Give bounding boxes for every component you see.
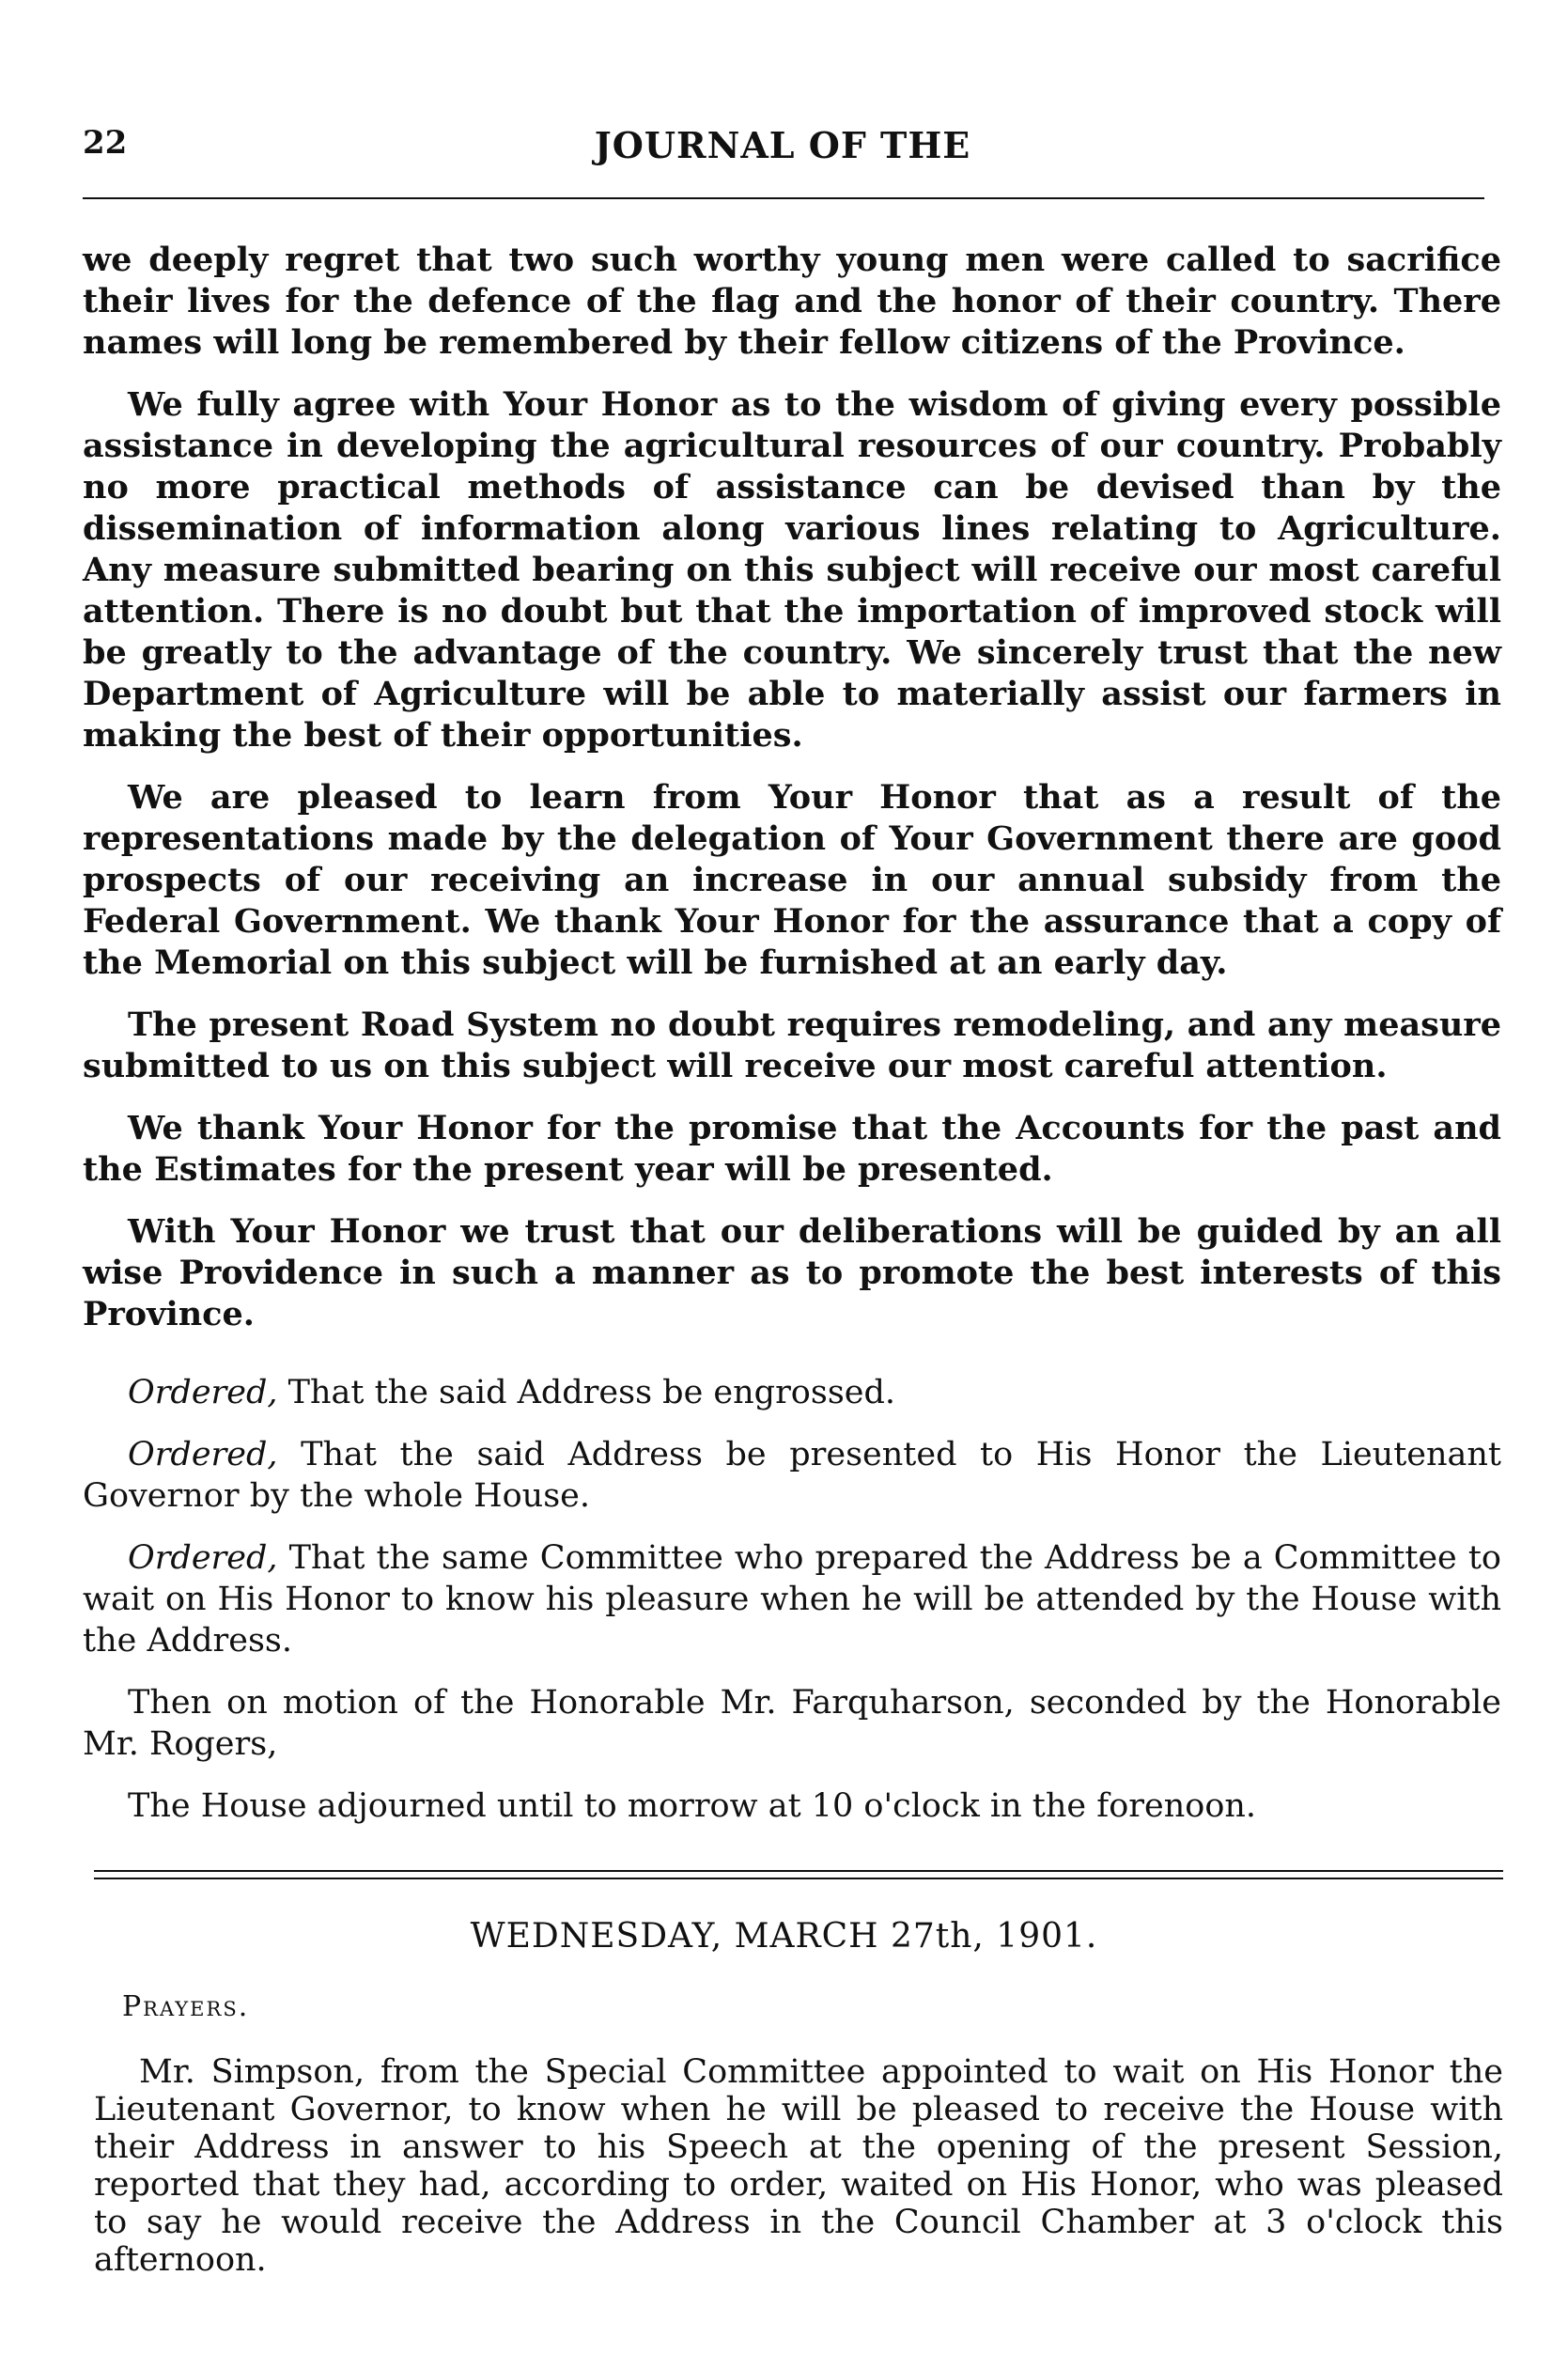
orders-section <box>83 1372 1501 1847</box>
order-label: Ordered, <box>128 1539 278 1577</box>
paragraph: We are pleased to learn from Your Honor that as a result of the representations made by the delegation of Your Government there are good prospects of our receiving an increase in our annual subsidy from the Federal Government. We thank Your Honor for the assurance that a copy of the Memorial on this subject will be furnished at an early day. <box>83 778 1501 982</box>
page-number: 22 <box>83 124 128 162</box>
paragraph: We fully agree with Your Honor as to the wisdom of giving every possible assistance in developing the agricultural resources of our country. Probably no more practical methods of assistance can be devised than by the dissemination of information along various lines relating to Agriculture. Any measure submitted bearing on this subject will receive our most careful attention. There is no doubt but that the importation of improved stock will be greatly to the advantage of the country. We sincerely trust that the new Department of Agriculture will be able to materially assist our farmers in making the best of their opportunities. <box>83 385 1501 755</box>
order-item <box>83 1434 1501 1517</box>
journal-title: JOURNAL OF THE <box>594 124 971 166</box>
adjournment: The House adjourned until to morrow at 10 o'clock in the forenoon. <box>128 1787 1257 1825</box>
paragraph: We thank Your Honor for the promise that the Accounts for the past and the Estimates for the present year will be presented. <box>83 1109 1501 1189</box>
order-item <box>83 1537 1501 1661</box>
header-rule <box>83 197 1484 199</box>
day-heading: WEDNESDAY, MARCH 27th, 1901. <box>470 1917 1098 1956</box>
paragraph: With Your Honor we trust that our deliberations will be guided by an all wise Providence in such a manner as to promote the best interests of this Province. <box>83 1212 1501 1333</box>
order-label: Ordered, <box>128 1374 278 1411</box>
order-text: That the said Address be engrossed. <box>277 1374 896 1411</box>
running-head <box>83 124 1483 180</box>
committee-report: Mr. Simpson, from the Special Committee appointed to wait on His Honor the Lieutenant Governor, to know when he will be pleased to receive the House with their Address in answer to his Speech at the opening of the present Session, reported that they had, according to order, waited on His Honor, who was pleased to say he would receive the Address in the Council Chamber at 3 o'clock this afternoon. <box>94 2053 1503 2279</box>
motion: Then on motion of the Honorable Mr. Farquharson, seconded by the Honorable Mr. Rogers, <box>83 1684 1501 1763</box>
prayers-label: Prayers. <box>122 1990 250 2023</box>
order-text: That the said Address be presented to His Honor the Lieutenant Governor by the whole House. <box>83 1436 1501 1515</box>
section-divider <box>94 1870 1503 1879</box>
paragraph: The present Road System no doubt requires remodeling, and any measure submitted to us on this subject will receive our most careful attention. <box>83 1005 1501 1085</box>
order-text: That the same Committee who prepared the Address be a Committee to wait on His Honor to know his pleasure when he will be attended by the House with the Address. <box>83 1539 1501 1660</box>
order-label: Ordered, <box>128 1436 278 1473</box>
address-text <box>83 240 1501 1356</box>
order-item <box>83 1372 1501 1413</box>
paragraph: we deeply regret that two such worthy young men were called to sacrifice their lives for the defence of the flag and the honor of their country. There names will long be remembered by their fellow citizens of the Province. <box>83 241 1501 362</box>
